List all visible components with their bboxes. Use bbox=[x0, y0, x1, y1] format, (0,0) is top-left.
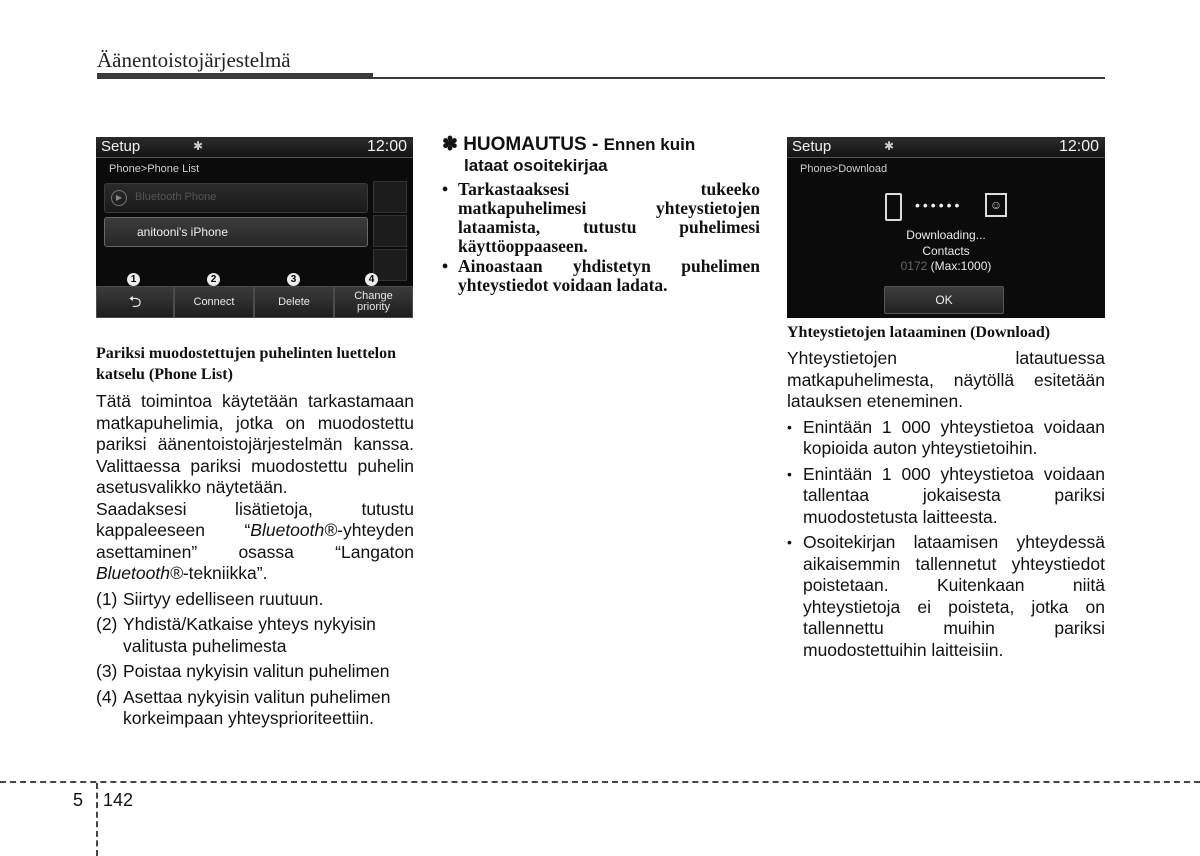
bluetooth-icon: ✱ bbox=[193, 139, 204, 153]
callout-marker: 2 bbox=[207, 273, 220, 286]
text-run-italic: Bluetooth® bbox=[96, 563, 183, 583]
clock: 12:00 bbox=[1058, 138, 1099, 155]
list-item bbox=[787, 417, 1105, 460]
clock: 12:00 bbox=[366, 138, 407, 155]
callout-marker: 4 bbox=[365, 273, 378, 286]
text-run: -yhteyden asettaminen” osassa “Langaton bbox=[96, 520, 414, 562]
button-bar bbox=[96, 286, 413, 318]
scroll-track[interactable] bbox=[373, 215, 407, 247]
numbered-item bbox=[96, 614, 414, 657]
note-bullet-text: Ainoastaan yhdistetyn puhelimen yhteystiedot voidaan ladata. bbox=[458, 256, 760, 295]
item-text: Yhdistä/Katkaise yhteys nykyisin valitusta puhelimesta bbox=[123, 614, 376, 656]
section-number: 5 bbox=[73, 790, 84, 810]
text-run: -tekniikka”. bbox=[182, 563, 268, 583]
delete-button[interactable]: Delete bbox=[254, 286, 334, 318]
bullet-icon: • bbox=[442, 256, 449, 276]
phone-list-paragraph-2 bbox=[96, 499, 414, 585]
status-bar bbox=[96, 137, 413, 158]
count-max: (Max:1000) bbox=[930, 259, 992, 273]
callout-marker: 3 bbox=[287, 273, 300, 286]
bullet-icon: • bbox=[442, 179, 449, 199]
download-caption: Yhteystietojen lataaminen (Download) bbox=[787, 324, 1051, 341]
item-text: Asettaa nykyisin valitun puhelimen korkeimpaan yhteysprioriteettiin. bbox=[123, 686, 391, 728]
phone-icon bbox=[885, 193, 902, 221]
ok-button[interactable]: OK bbox=[884, 286, 1004, 314]
list-item bbox=[787, 464, 1105, 529]
footer-vertical-rule bbox=[96, 783, 98, 856]
note-title-line2: lataat osoitekirjaa bbox=[464, 156, 608, 175]
item-text: Siirtyy edelliseen ruutuun. bbox=[123, 588, 324, 609]
change-priority-label-2: priority bbox=[356, 301, 390, 313]
left-column bbox=[96, 343, 414, 730]
note-title bbox=[442, 134, 760, 156]
download-paragraph: Yhteystietojen latautuessa matkapuhelimesta, näytöllä esitetään latauksen eteneminen. bbox=[787, 348, 1105, 411]
phone-list-caption: Pariksi muodostettujen puhelinten luettelon katselu (Phone List) bbox=[96, 345, 397, 383]
phone-list-paragraph-1: Tätä toimintoa käytetään tarkastamaan matkapuhelimia, jotka on muodostettu pariksi äänentoistojärjestelmän kanssa. Valittaessa pariksi muodostettu puhelin asetusvalikko näytetään. bbox=[96, 391, 414, 497]
callout-marker: 1 bbox=[127, 273, 140, 286]
list-item bbox=[787, 532, 1105, 661]
phone-list-screen bbox=[96, 137, 413, 318]
downloading-text: Downloading... bbox=[906, 228, 986, 242]
list-item-text: Osoitekirjan lataamisen yhteydessä aikaisemmin tallennetut yhteystiedot poistetaan. Kuitenkaan niitä yhteystietoja ei poisteta, jotka on tallennettu muihin pariksi muodostettuihin laitteisiin. bbox=[803, 532, 1105, 660]
footer-rule bbox=[0, 781, 1200, 783]
text-run: Saadaksesi lisätietoja, tutustu kappaleeseen “ bbox=[96, 498, 414, 540]
bullet-icon: • bbox=[787, 418, 792, 435]
contacts-text: Contacts bbox=[922, 244, 970, 258]
change-priority-label-1: Change bbox=[354, 290, 393, 302]
item-number: (1) bbox=[96, 588, 118, 609]
list-item-text: Enintään 1 000 yhteystietoa voidaan kopioida auton yhteystietoihin. bbox=[803, 416, 1105, 458]
list-item-text: Enintään 1 000 yhteystietoa voidaan tallentaa jokaisesta pariksi muodostetusta laitteesta. bbox=[803, 463, 1105, 527]
contact-icon: ☺ bbox=[985, 193, 1007, 217]
phone-name: Bluetooth Phone bbox=[135, 191, 217, 203]
item-text: Poistaa nykyisin valitun puhelimen bbox=[123, 661, 390, 681]
note-bullet bbox=[442, 257, 760, 295]
asterisk-icon: ✽ bbox=[442, 134, 458, 155]
progress-dots-icon: •••••• bbox=[915, 197, 963, 213]
header-rule-thick bbox=[97, 73, 373, 79]
bullet-icon: • bbox=[787, 534, 792, 550]
note-title-sub: Ennen kuin bbox=[603, 135, 696, 154]
bullet-icon: • bbox=[787, 465, 792, 482]
change-priority-button[interactable] bbox=[334, 286, 413, 318]
phone-list-item[interactable] bbox=[104, 183, 368, 213]
phone-name: anitooni's iPhone bbox=[137, 225, 229, 239]
play-icon: ▶ bbox=[111, 190, 127, 206]
numbered-item bbox=[96, 589, 414, 611]
note-title-main: HUOMAUTUS - bbox=[463, 134, 604, 155]
phone-list-item-selected[interactable] bbox=[104, 217, 368, 247]
text-run-italic: Bluetooth® bbox=[250, 520, 338, 540]
header-rule-thin bbox=[373, 77, 1105, 79]
item-number: (3) bbox=[96, 661, 118, 681]
note-bullet bbox=[442, 180, 760, 256]
page-number: 142 bbox=[103, 790, 134, 810]
numbered-item bbox=[96, 661, 414, 683]
connect-button[interactable]: Connect bbox=[174, 286, 254, 318]
right-column bbox=[787, 322, 1105, 661]
back-button[interactable]: ⮌ bbox=[96, 286, 174, 318]
numbered-item bbox=[96, 687, 414, 730]
item-number: (2) bbox=[96, 614, 118, 634]
scrollbar[interactable] bbox=[373, 181, 405, 279]
page-header-title: Äänentoistojärjestelmä bbox=[97, 48, 291, 72]
status-bar bbox=[787, 137, 1105, 158]
callout-markers bbox=[96, 273, 413, 287]
bluetooth-icon: ✱ bbox=[884, 139, 895, 153]
screen-title: Setup bbox=[101, 138, 141, 155]
breadcrumb: Phone>Phone List bbox=[109, 163, 200, 175]
note-box bbox=[442, 134, 760, 296]
count-value: 0172 bbox=[900, 259, 928, 273]
item-number: (4) bbox=[96, 686, 118, 707]
breadcrumb: Phone>Download bbox=[800, 163, 888, 175]
scroll-up[interactable] bbox=[373, 181, 407, 213]
screen-title: Setup bbox=[792, 138, 832, 155]
note-bullet-text: Tarkastaaksesi tukeeko matkapuhelimesi yhteystietojen lataamista, tutustu puhelimesi käyttöoppaaseen. bbox=[458, 179, 760, 256]
download-screen bbox=[787, 137, 1105, 318]
download-count bbox=[787, 259, 1105, 273]
